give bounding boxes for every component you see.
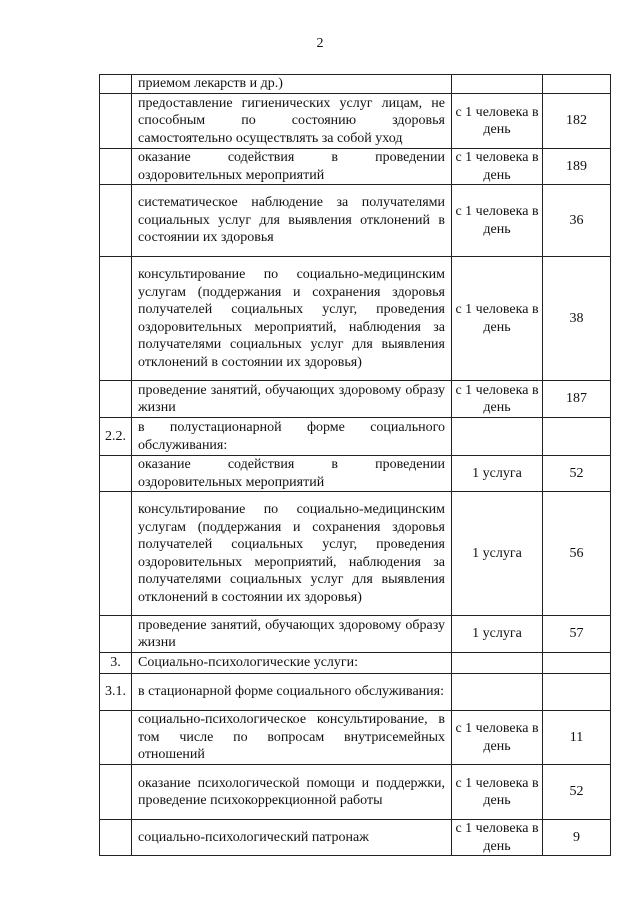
unit-cell (452, 418, 543, 456)
unit-cell (452, 75, 543, 94)
row-number (100, 492, 132, 616)
unit-cell: с 1 человека в день (452, 820, 543, 856)
service-name: в стационарной форме социального обслуживания: (132, 674, 452, 711)
service-name: предоставление гигиенических услуг лицам, не способным по состоянию здоровья самостоятельно осуществлять за собой уход (132, 94, 452, 149)
row-number (100, 711, 132, 765)
value-cell (543, 418, 611, 456)
service-name: консультирование по социально-медицинским услугам (поддержания и сохранения здоровья получателей социальных услуг, проведения оздоровительных мероприятий, наблюдения за получателями социальных услуг для выявления отклонений в состоянии их здоровья) (132, 492, 452, 616)
value-cell: 36 (543, 185, 611, 257)
value-cell: 9 (543, 820, 611, 856)
service-name: проведение занятий, обучающих здоровому образу жизни (132, 381, 452, 418)
service-name: проведение занятий, обучающих здоровому образу жизни (132, 616, 452, 653)
row-number: 3.1. (100, 674, 132, 711)
service-name: в полустационарной форме социального обслуживания: (132, 418, 452, 456)
service-name: оказание психологической помощи и поддержки, проведение психокоррекционной работы (132, 765, 452, 820)
table-row (100, 616, 611, 653)
unit-cell: с 1 человека в день (452, 765, 543, 820)
row-number (100, 75, 132, 94)
value-cell (543, 674, 611, 711)
value-cell: 57 (543, 616, 611, 653)
row-number (100, 185, 132, 257)
service-name: оказание содействия в проведении оздоровительных мероприятий (132, 456, 452, 492)
unit-cell: 1 услуга (452, 456, 543, 492)
row-number (100, 820, 132, 856)
service-name: приемом лекарств и др.) (132, 75, 452, 94)
value-cell: 11 (543, 711, 611, 765)
table-row (100, 381, 611, 418)
table-row (100, 257, 611, 381)
service-name: социально-психологический патронаж (132, 820, 452, 856)
table-row (100, 418, 611, 456)
value-cell: 38 (543, 257, 611, 381)
service-name: систематическое наблюдение за получателями социальных услуг для выявления отклонений в состоянии их здоровья (132, 185, 452, 257)
table-row (100, 185, 611, 257)
row-number (100, 616, 132, 653)
table-row (100, 653, 611, 674)
row-number: 2.2. (100, 418, 132, 456)
table-row (100, 149, 611, 185)
unit-cell: с 1 человека в день (452, 381, 543, 418)
value-cell (543, 75, 611, 94)
table-row (100, 456, 611, 492)
unit-cell: 1 услуга (452, 492, 543, 616)
service-name: консультирование по социально-медицинским услугам (поддержания и сохранения здоровья получателей социальных услуг, проведения оздоровительных мероприятий, наблюдения за получателями социальных услуг для выявления отклонений в состоянии их здоровья) (132, 257, 452, 381)
table-row (100, 711, 611, 765)
service-name: оказание содействия в проведении оздоровительных мероприятий (132, 149, 452, 185)
unit-cell: с 1 человека в день (452, 149, 543, 185)
value-cell: 189 (543, 149, 611, 185)
unit-cell (452, 653, 543, 674)
row-number (100, 94, 132, 149)
table-row (100, 820, 611, 856)
table-row (100, 492, 611, 616)
table-row (100, 674, 611, 711)
value-cell: 56 (543, 492, 611, 616)
table-row (100, 765, 611, 820)
unit-cell (452, 674, 543, 711)
unit-cell: с 1 человека в день (452, 185, 543, 257)
section-title: Социально-психологические услуги: (132, 653, 452, 674)
value-cell: 52 (543, 456, 611, 492)
row-number (100, 381, 132, 418)
value-cell (543, 653, 611, 674)
table-row (100, 75, 611, 94)
table-row (100, 94, 611, 149)
unit-cell: 1 услуга (452, 616, 543, 653)
value-cell: 187 (543, 381, 611, 418)
value-cell: 182 (543, 94, 611, 149)
services-table (99, 74, 611, 856)
unit-cell: с 1 человека в день (452, 257, 543, 381)
row-number: 3. (100, 653, 132, 674)
row-number (100, 456, 132, 492)
unit-cell: с 1 человека в день (452, 94, 543, 149)
service-name: социально-психологическое консультирование, в том числе по вопросам внутрисемейных отношений (132, 711, 452, 765)
unit-cell: с 1 человека в день (452, 711, 543, 765)
row-number (100, 149, 132, 185)
page-number: 2 (316, 36, 324, 51)
row-number (100, 257, 132, 381)
row-number (100, 765, 132, 820)
value-cell: 52 (543, 765, 611, 820)
